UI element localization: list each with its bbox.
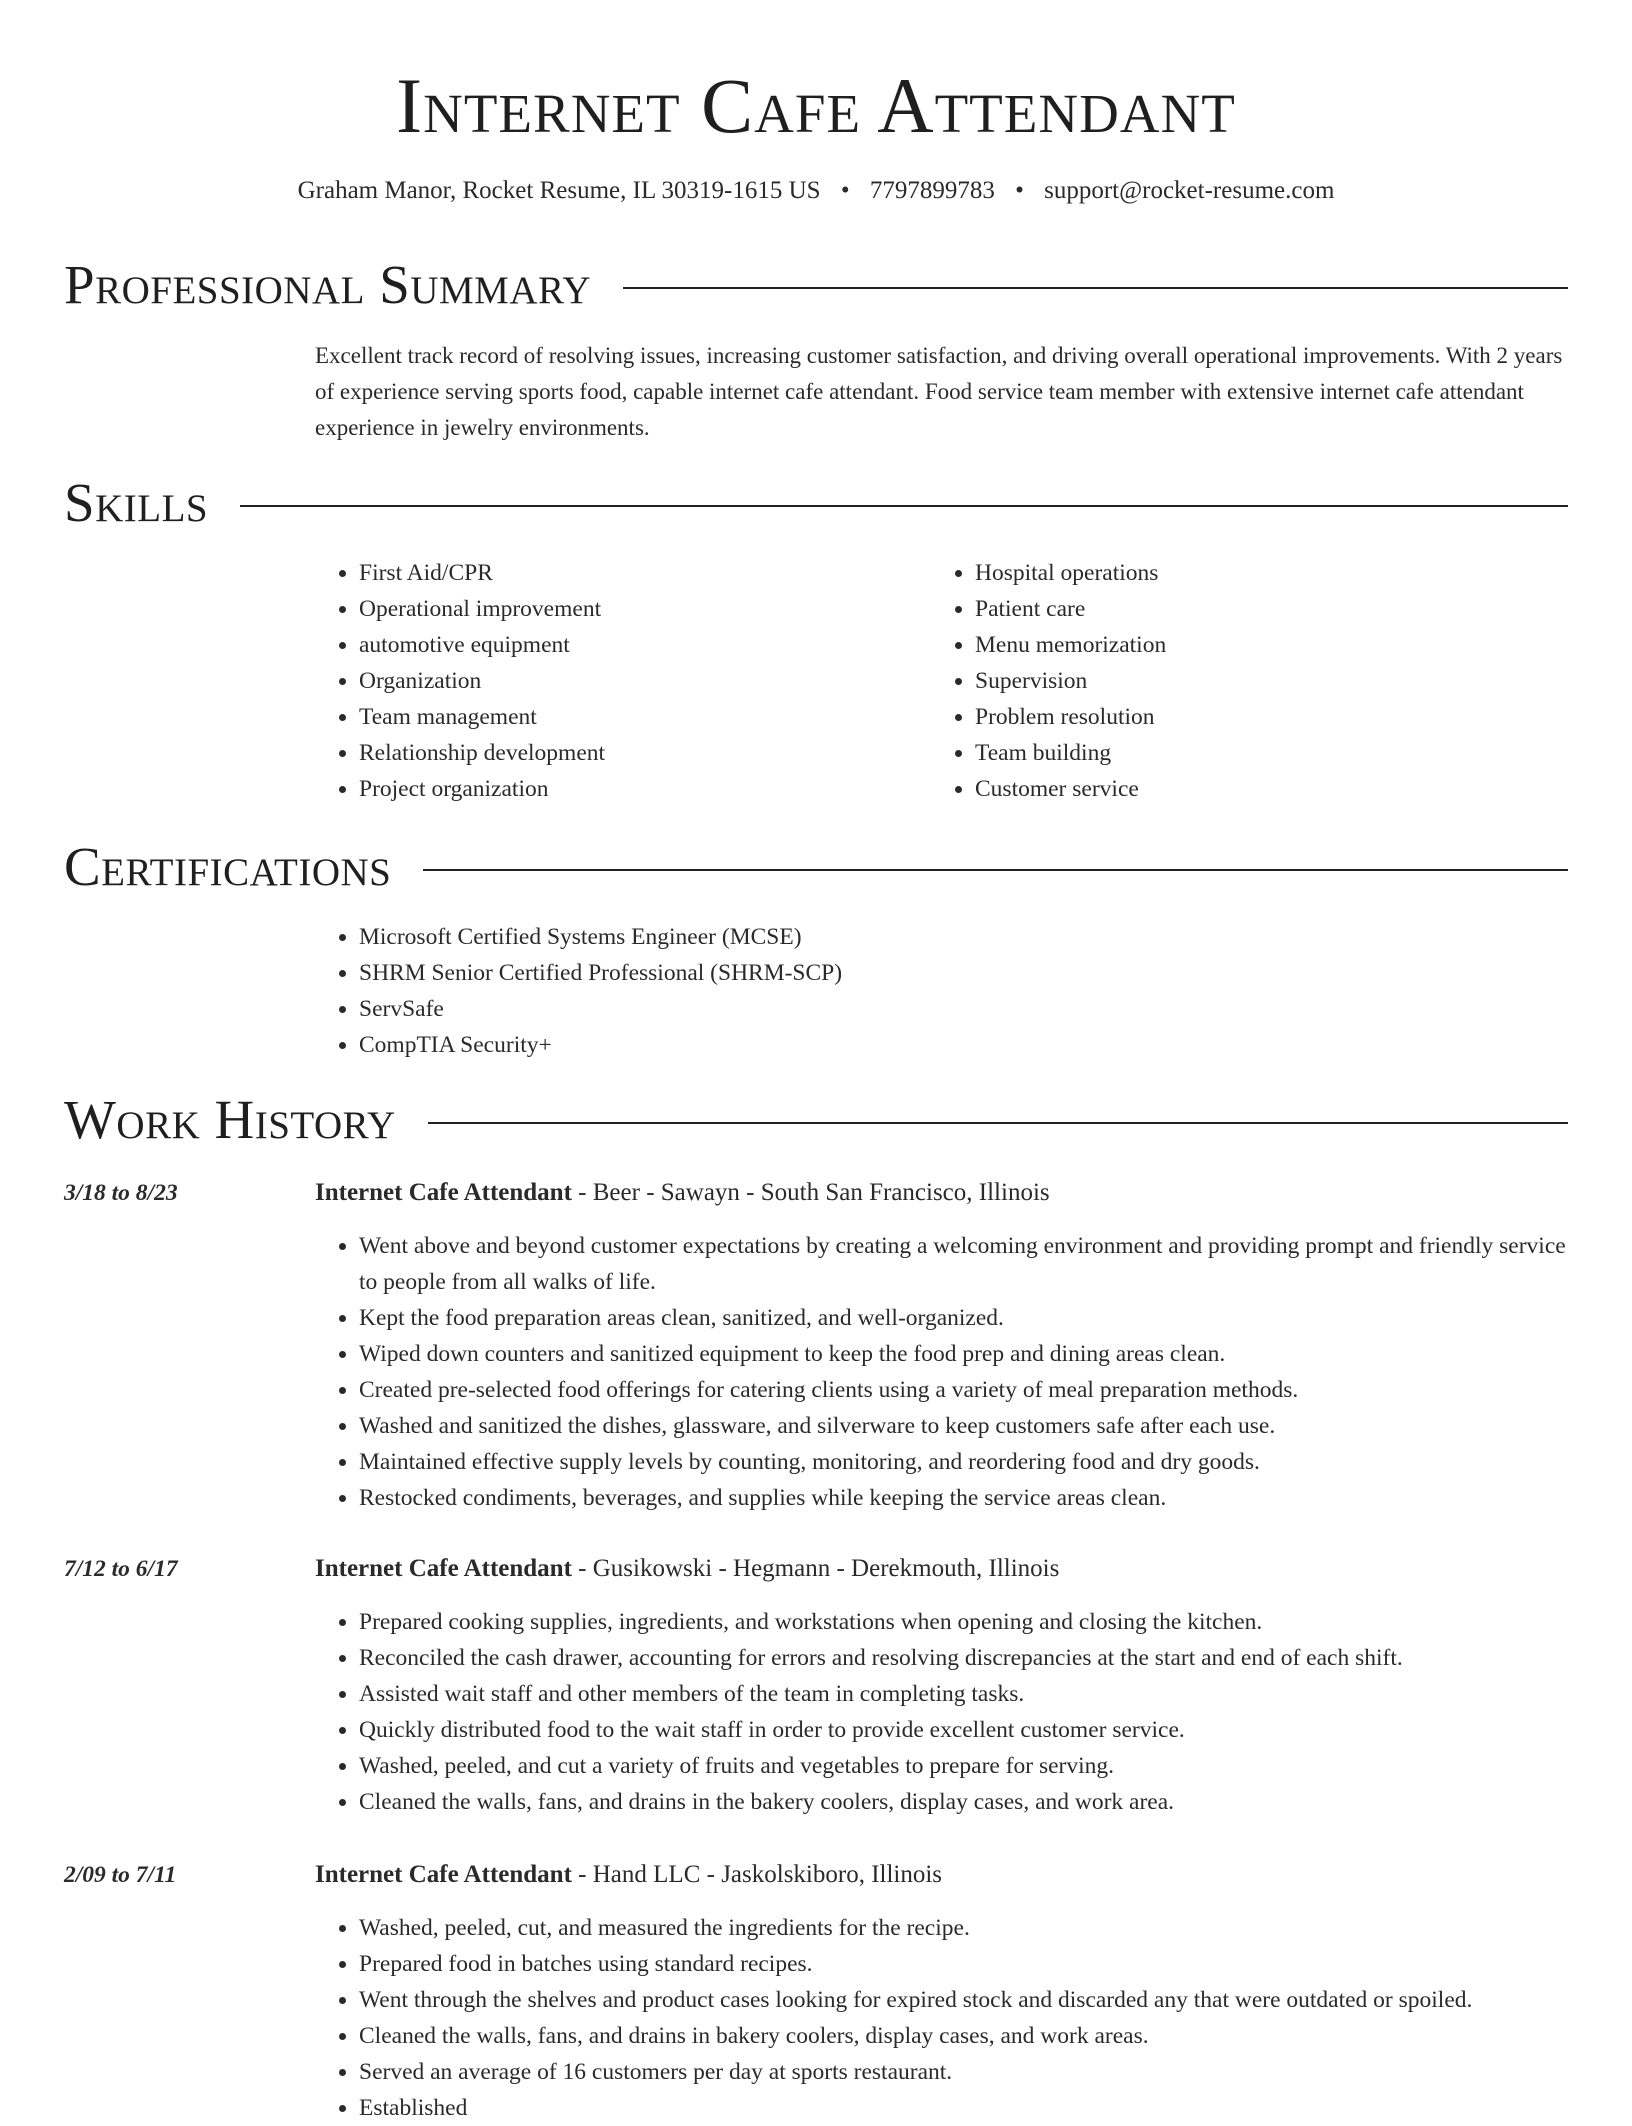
certification-item: • CompTIA Security+: [359, 1027, 1565, 1063]
skill-item: • Supervision: [975, 663, 1531, 699]
job-duties: [315, 1910, 1568, 2126]
job-title-line: [315, 1551, 1059, 1587]
duty-item: • Prepared cooking supplies, ingredients, and workstations when opening and closing the kitchen.: [359, 1604, 1568, 1640]
duty-item: • Washed, peeled, cut, and measured the ingredients for the recipe.: [359, 1910, 1568, 1946]
duty-item: • Washed, peeled, and cut a variety of fruits and vegetables to prepare for serving.: [359, 1748, 1568, 1784]
duty-item: • Served an average of 16 customers per day at sports restaurant.: [359, 2054, 1568, 2090]
skill-item: • automotive equipment: [359, 627, 915, 663]
job-employer-location: - Beer - Sawayn - South San Francisco, Illinois: [571, 1179, 1050, 1206]
section-header-work-history: [64, 1087, 1568, 1153]
job-duties: [315, 1604, 1568, 1820]
contact-separator: •: [840, 177, 850, 204]
job-duties: [315, 1228, 1568, 1516]
skill-item: • Project organization: [359, 771, 915, 807]
job-role: Internet Cafe Attendant: [315, 1179, 572, 1206]
skill-item: • Problem resolution: [975, 699, 1531, 735]
duty-item: • Assisted wait staff and other members of the team in completing tasks.: [359, 1676, 1568, 1712]
contact-address: Graham Manor, Rocket Resume, IL 30319-1615 US: [297, 177, 821, 204]
section-title-summary: Professional Summary: [64, 254, 592, 315]
skill-item: • Customer service: [975, 771, 1531, 807]
summary-text: Excellent track record of resolving issues, increasing customer satisfaction, and driving overall operational improvements. With 2 years of experience serving sports food, capable internet cafe attendant. Food service team member with extensive internet cafe attendant experience in jewelry environments.: [315, 343, 1563, 440]
certification-item: • ServSafe: [359, 991, 1565, 1027]
skill-item: • Menu memorization: [975, 627, 1531, 663]
section-header-skills: [64, 470, 1568, 536]
skill-item: • Team management: [359, 699, 915, 735]
duty-item: • Cleaned the walls, fans, and drains in bakery coolers, display cases, and work areas.: [359, 2018, 1568, 2054]
duty-item: • Kept the food preparation areas clean, sanitized, and well-organized.: [359, 1300, 1568, 1336]
job-duties-list: [315, 1604, 1568, 1820]
contact-separator: •: [1015, 177, 1024, 204]
certifications-list: [315, 919, 1565, 1063]
section-divider: [423, 869, 1568, 871]
duty-item: • Cleaned the walls, fans, and drains in the bakery coolers, display cases, and work area.: [359, 1784, 1568, 1820]
skill-item: • Team building: [975, 735, 1531, 771]
duty-item: • Went through the shelves and product cases looking for expired stock and discarded any that were outdated or spoiled.: [359, 1982, 1568, 2018]
job-title-line: [315, 1175, 1050, 1211]
duty-item: • Maintained effective supply levels by counting, monitoring, and reordering food and dry goods.: [359, 1444, 1568, 1480]
section-divider: [623, 287, 1568, 289]
job-role: Internet Cafe Attendant: [315, 1861, 572, 1888]
skill-item: • Relationship development: [359, 735, 915, 771]
duty-item: • Reconciled the cash drawer, accounting for errors and resolving discrepancies at the start and end of each shift.: [359, 1640, 1568, 1676]
skills-column-left: [315, 555, 915, 807]
skills-column-right: [931, 555, 1531, 807]
duty-item: • Created pre-selected food offerings for catering clients using a variety of meal preparation methods.: [359, 1372, 1568, 1408]
section-title-work-history: Work History: [64, 1089, 396, 1150]
duty-item: • Went above and beyond customer expectations by creating a welcoming environment and providing prompt and friendly service to people from all walks of life.: [359, 1228, 1568, 1300]
certifications-block: [315, 919, 1565, 1063]
job-role: Internet Cafe Attendant: [315, 1555, 572, 1582]
contact-line: [0, 174, 1632, 208]
duty-item: • Wiped down counters and sanitized equipment to keep the food prep and dining areas clean.: [359, 1336, 1568, 1372]
duty-item: • Washed and sanitized the dishes, glassware, and silverware to keep customers safe after each use.: [359, 1408, 1568, 1444]
section-header-summary: [64, 252, 1568, 318]
duty-item: • Prepared food in batches using standard recipes.: [359, 1946, 1568, 1982]
skills-list-left: [315, 555, 915, 807]
skill-item: • Hospital operations: [975, 555, 1531, 591]
job-title-line: [315, 1857, 942, 1893]
certification-item: • Microsoft Certified Systems Engineer (MCSE): [359, 919, 1565, 955]
job-employer-location: - Gusikowski - Hegmann - Derekmouth, Illinois: [571, 1555, 1060, 1582]
duty-item: • Established: [359, 2090, 1568, 2126]
certification-item: • SHRM Senior Certified Professional (SHRM-SCP): [359, 955, 1565, 991]
skill-item: • First Aid/CPR: [359, 555, 915, 591]
skill-item: • Patient care: [975, 591, 1531, 627]
section-divider: [428, 1122, 1568, 1124]
skill-item: • Operational improvement: [359, 591, 915, 627]
section-title-skills: Skills: [64, 472, 209, 533]
job-dates: 7/12 to 6/17: [64, 1556, 178, 1582]
skills-list-right: [931, 555, 1531, 807]
job-duties-list: [315, 1910, 1568, 2126]
section-divider: [240, 505, 1568, 507]
contact-phone: 7797899783: [869, 177, 995, 204]
contact-email: support@rocket-resume.com: [1044, 177, 1335, 204]
duty-item: • Restocked condiments, beverages, and supplies while keeping the service areas clean.: [359, 1480, 1568, 1516]
job-duties-list: [315, 1228, 1568, 1516]
section-header-certifications: [64, 834, 1568, 900]
section-title-certifications: Certifications: [64, 836, 392, 897]
duty-item: • Quickly distributed food to the wait staff in order to provide excellent customer service.: [359, 1712, 1568, 1748]
job-dates: 2/09 to 7/11: [64, 1862, 177, 1888]
resume-name: Internet Cafe Attendant: [396, 62, 1236, 149]
job-dates: 3/18 to 8/23: [64, 1180, 178, 1206]
job-employer-location: - Hand LLC - Jaskolskiboro, Illinois: [571, 1861, 943, 1888]
skill-item: • Organization: [359, 663, 915, 699]
